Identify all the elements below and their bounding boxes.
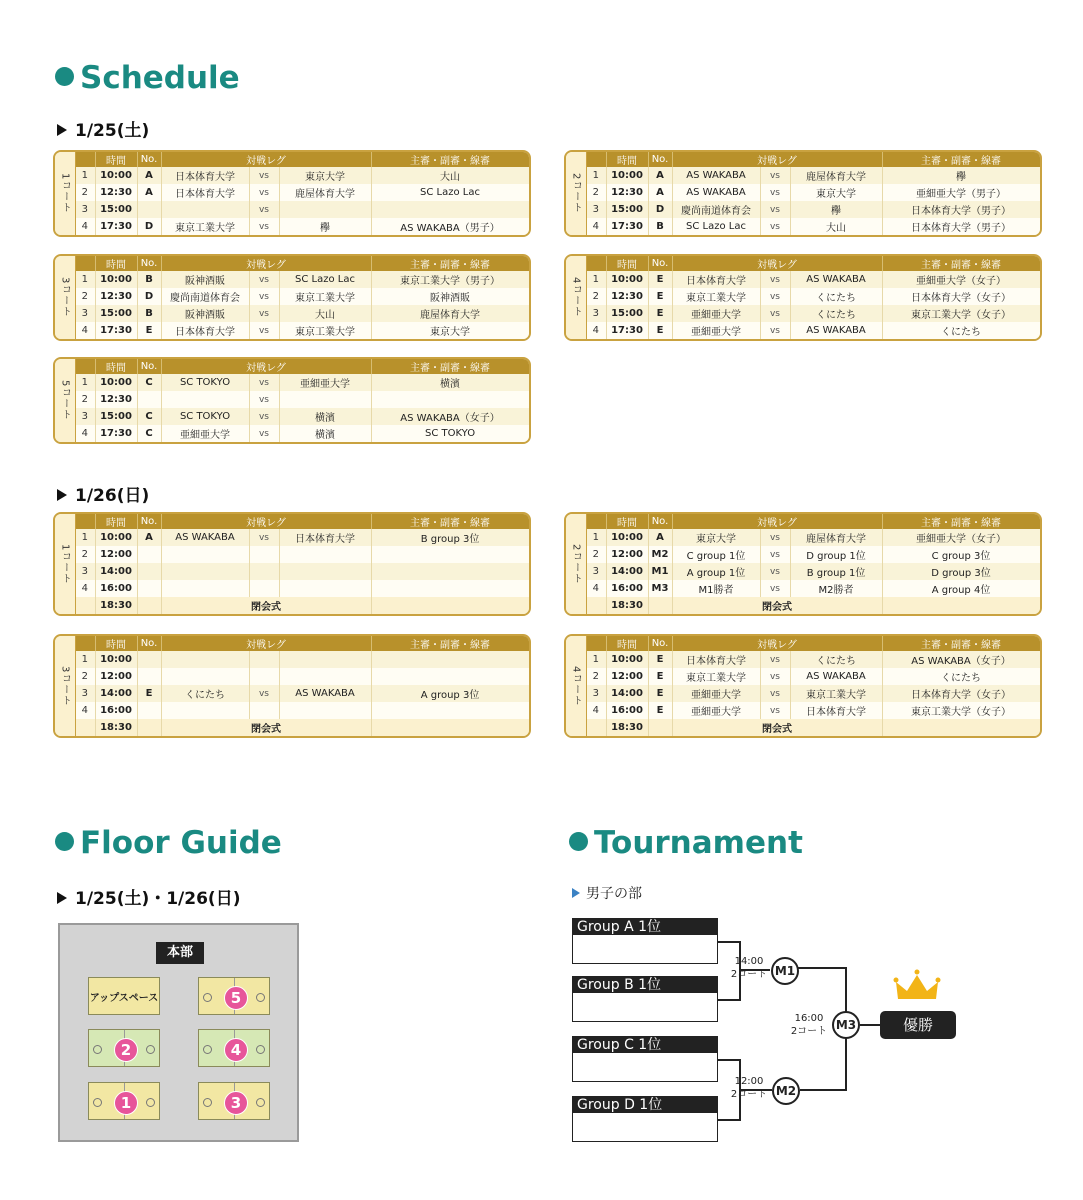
table-cell: vs bbox=[760, 322, 790, 339]
table-cell: 慶尚南道体育会 bbox=[672, 201, 760, 218]
match-m1: M1 bbox=[771, 957, 799, 985]
table-cell: 4 bbox=[75, 580, 95, 597]
court-number: 3 bbox=[224, 1091, 248, 1115]
table-cell: くにたち bbox=[790, 305, 882, 322]
table-cell: vs bbox=[249, 218, 279, 235]
table-cell: E bbox=[648, 702, 672, 719]
table-cell: B group 3位 bbox=[371, 529, 529, 546]
table-cell: A bbox=[648, 167, 672, 184]
table-cell: 日本体育大学（女子） bbox=[882, 685, 1040, 702]
ceremony-label: 閉会式 bbox=[672, 719, 882, 736]
table-cell: C bbox=[137, 425, 161, 442]
table-cell: AS WAKABA bbox=[161, 529, 249, 546]
table-cell: E bbox=[648, 651, 672, 668]
table-cell: 2 bbox=[75, 391, 95, 408]
table-cell: vs bbox=[760, 651, 790, 668]
table-cell: AS WAKABA bbox=[790, 322, 882, 339]
table-cell: 12:00 bbox=[606, 668, 648, 685]
entry-label: Group A 1位 bbox=[573, 919, 717, 935]
table-cell: 15:00 bbox=[606, 305, 648, 322]
table-cell: 3 bbox=[75, 408, 95, 425]
table-cell: 12:30 bbox=[95, 184, 137, 201]
table-cell: 14:00 bbox=[606, 685, 648, 702]
table-cell: vs bbox=[760, 184, 790, 201]
table-cell: B bbox=[137, 305, 161, 322]
table-cell: 3 bbox=[75, 201, 95, 218]
table-cell: 東京工業大学 bbox=[790, 685, 882, 702]
table-cell: A bbox=[648, 184, 672, 201]
table-cell: 日本体育大学 bbox=[161, 167, 249, 184]
table-cell: vs bbox=[760, 271, 790, 288]
match-m3-info bbox=[788, 1012, 830, 1038]
table-cell: 4 bbox=[75, 702, 95, 719]
match-time: 16:00 bbox=[794, 1013, 824, 1024]
table-cell: 欅 bbox=[790, 201, 882, 218]
entry-label: Group B 1位 bbox=[573, 977, 717, 993]
table-cell: 日本体育大学 bbox=[161, 184, 249, 201]
floor-day-heading: 1/25(土)・1/26(日) bbox=[57, 884, 240, 909]
table-cell: 阪神酒販 bbox=[371, 288, 529, 305]
column-header: No. bbox=[648, 514, 672, 529]
tournament-title: Tournament bbox=[569, 825, 803, 861]
champion-label: 優勝 bbox=[880, 1011, 956, 1039]
table-cell: B group 1位 bbox=[790, 563, 882, 580]
table-cell: 日本体育大学 bbox=[279, 529, 371, 546]
table-cell: 12:30 bbox=[95, 288, 137, 305]
table-cell: 2 bbox=[75, 546, 95, 563]
column-header: No. bbox=[137, 152, 161, 167]
table-cell: D group 3位 bbox=[882, 563, 1040, 580]
table-cell: vs bbox=[760, 288, 790, 305]
table-cell: E bbox=[648, 668, 672, 685]
table-cell: 17:30 bbox=[95, 218, 137, 235]
table-cell: 大山 bbox=[279, 305, 371, 322]
table-cell: 3 bbox=[586, 305, 606, 322]
table-cell: 4 bbox=[586, 702, 606, 719]
table-cell: 亜細亜大学 bbox=[279, 374, 371, 391]
table-cell: 東京工業大学（男子） bbox=[371, 271, 529, 288]
table-cell: 12:00 bbox=[95, 546, 137, 563]
table-cell: 横濱 bbox=[279, 408, 371, 425]
column-header: 主審・副審・線審 bbox=[371, 359, 529, 374]
column-header: No. bbox=[137, 359, 161, 374]
ceremony-label: 閉会式 bbox=[161, 719, 371, 736]
entry-label: Group C 1位 bbox=[573, 1037, 717, 1053]
table-cell: 欅 bbox=[882, 167, 1040, 184]
table-cell: 4 bbox=[586, 218, 606, 235]
table-cell: vs bbox=[760, 668, 790, 685]
table-cell: 3 bbox=[75, 563, 95, 580]
column-header: No. bbox=[648, 636, 672, 651]
table-cell: 1 bbox=[75, 651, 95, 668]
table-cell: 3 bbox=[75, 685, 95, 702]
column-header: 時間 bbox=[606, 256, 648, 271]
table-cell: 2 bbox=[586, 668, 606, 685]
ceremony-label: 閉会式 bbox=[161, 597, 371, 614]
table-cell: 1 bbox=[75, 271, 95, 288]
table-cell: C bbox=[137, 374, 161, 391]
hq-label: 本部 bbox=[156, 942, 204, 964]
table-cell: A bbox=[648, 529, 672, 546]
table-cell: 東京工業大学 bbox=[672, 668, 760, 685]
table-cell: 14:00 bbox=[606, 563, 648, 580]
table-cell: M1 bbox=[648, 563, 672, 580]
table-cell: 2 bbox=[75, 184, 95, 201]
table-cell: 10:00 bbox=[606, 529, 648, 546]
match-time: 14:00 bbox=[734, 956, 764, 967]
table-cell: 東京大学 bbox=[279, 167, 371, 184]
table-cell: 4 bbox=[75, 322, 95, 339]
table-cell: 16:00 bbox=[95, 580, 137, 597]
table-cell: 亜細亜大学 bbox=[672, 305, 760, 322]
table-cell: 2 bbox=[75, 668, 95, 685]
table-cell: E bbox=[137, 322, 161, 339]
table-cell: vs bbox=[760, 201, 790, 218]
table-cell: 1 bbox=[75, 167, 95, 184]
floor-guide-title: Floor Guide bbox=[55, 825, 282, 861]
match-m1-info bbox=[728, 955, 770, 981]
court-name: 2コート bbox=[570, 543, 582, 585]
table-cell: A bbox=[137, 167, 161, 184]
table-cell: 1 bbox=[586, 529, 606, 546]
table-cell: 2 bbox=[586, 184, 606, 201]
match-m2-info bbox=[728, 1075, 770, 1101]
table-cell: C group 1位 bbox=[672, 546, 760, 563]
warmup-label: アップスペース bbox=[89, 993, 159, 1004]
table-cell: 15:00 bbox=[95, 305, 137, 322]
table-cell: 大山 bbox=[371, 167, 529, 184]
table-cell: SC Lazo Lac bbox=[279, 271, 371, 288]
table-cell: E bbox=[648, 288, 672, 305]
day1-heading: 1/25(土) bbox=[57, 116, 149, 141]
table-cell: 1 bbox=[586, 271, 606, 288]
table-cell: 17:30 bbox=[95, 425, 137, 442]
court-name: 3コート bbox=[59, 665, 71, 707]
table-cell: M1勝者 bbox=[672, 580, 760, 597]
column-header: 時間 bbox=[95, 152, 137, 167]
table-cell: AS WAKABA bbox=[790, 271, 882, 288]
table-cell: 12:30 bbox=[95, 391, 137, 408]
court-name: 4コート bbox=[570, 277, 582, 318]
column-header: 主審・副審・線審 bbox=[371, 256, 529, 271]
column-header: 時間 bbox=[95, 256, 137, 271]
table-cell: 日本体育大学（男子） bbox=[882, 218, 1040, 235]
table-cell: vs bbox=[249, 271, 279, 288]
table-cell: 10:00 bbox=[606, 271, 648, 288]
table-cell: E bbox=[648, 271, 672, 288]
table-cell: 鹿屋体育大学 bbox=[790, 167, 882, 184]
table-cell: SC TOKYO bbox=[161, 374, 249, 391]
entry-label: Group D 1位 bbox=[573, 1097, 717, 1113]
table-cell: 横濱 bbox=[371, 374, 529, 391]
table-cell: 3 bbox=[586, 563, 606, 580]
table-cell: 日本体育大学（男子） bbox=[882, 201, 1040, 218]
table-cell: vs bbox=[249, 167, 279, 184]
column-header: 時間 bbox=[95, 636, 137, 651]
table-cell: 16:00 bbox=[606, 702, 648, 719]
column-header: 時間 bbox=[95, 514, 137, 529]
crown-icon bbox=[894, 970, 941, 1000]
table-cell: 12:30 bbox=[606, 288, 648, 305]
match-court: 2コート bbox=[790, 1026, 828, 1037]
table-cell: 亜細亜大学（男子） bbox=[882, 184, 1040, 201]
table-cell: 東京大学 bbox=[672, 529, 760, 546]
table-cell: vs bbox=[760, 702, 790, 719]
table-cell: vs bbox=[249, 288, 279, 305]
table-cell: AS WAKABA（男子） bbox=[371, 218, 529, 235]
table-cell: E bbox=[648, 305, 672, 322]
table-cell: 東京工業大学（女子） bbox=[882, 305, 1040, 322]
column-header: 主審・副審・線審 bbox=[371, 514, 529, 529]
table-cell: vs bbox=[760, 563, 790, 580]
table-cell: vs bbox=[249, 322, 279, 339]
column-header: 主審・副審・線審 bbox=[882, 256, 1040, 271]
table-cell: 東京工業大学 bbox=[279, 322, 371, 339]
table-cell: 東京工業大学 bbox=[161, 218, 249, 235]
table-cell: 亜細亜大学 bbox=[672, 322, 760, 339]
table-cell: 10:00 bbox=[95, 374, 137, 391]
table-cell: AS WAKABA bbox=[790, 668, 882, 685]
table-cell: vs bbox=[760, 546, 790, 563]
table-cell: vs bbox=[249, 374, 279, 391]
table-cell: 鹿屋体育大学 bbox=[371, 305, 529, 322]
column-header: 対戦レグ bbox=[161, 514, 371, 529]
table-cell: 17:30 bbox=[606, 218, 648, 235]
table-cell: 日本体育大学 bbox=[161, 322, 249, 339]
column-header: 主審・副審・線審 bbox=[882, 514, 1040, 529]
table-cell: 日本体育大学 bbox=[790, 702, 882, 719]
table-cell: vs bbox=[249, 529, 279, 546]
table-cell: 1 bbox=[75, 529, 95, 546]
table-cell: 12:00 bbox=[95, 668, 137, 685]
column-header: 対戦レグ bbox=[161, 256, 371, 271]
table-cell: 慶尚南道体育会 bbox=[161, 288, 249, 305]
table-cell: vs bbox=[760, 218, 790, 235]
table-cell: くにたち bbox=[161, 685, 249, 702]
table-cell: 12:30 bbox=[606, 184, 648, 201]
ceremony-label: 閉会式 bbox=[672, 597, 882, 614]
column-header: 主審・副審・線審 bbox=[882, 152, 1040, 167]
table-cell: 10:00 bbox=[95, 651, 137, 668]
ceremony-time: 18:30 bbox=[95, 597, 137, 614]
schedule-title: Schedule bbox=[55, 60, 240, 96]
table-cell: 亜細亜大学 bbox=[161, 425, 249, 442]
table-cell: 15:00 bbox=[606, 201, 648, 218]
column-header: No. bbox=[648, 152, 672, 167]
column-header: 対戦レグ bbox=[161, 636, 371, 651]
column-header: 対戦レグ bbox=[161, 152, 371, 167]
court-number: 1 bbox=[114, 1091, 138, 1115]
table-cell: vs bbox=[249, 685, 279, 702]
table-cell: D bbox=[137, 288, 161, 305]
table-cell: 17:30 bbox=[95, 322, 137, 339]
table-cell: 鹿屋体育大学 bbox=[790, 529, 882, 546]
column-header: 時間 bbox=[606, 152, 648, 167]
court-name: 1コート bbox=[59, 173, 71, 214]
table-cell: A bbox=[137, 184, 161, 201]
table-cell: E bbox=[648, 685, 672, 702]
table-cell: vs bbox=[249, 408, 279, 425]
day2-heading: 1/26(日) bbox=[57, 481, 149, 506]
table-cell: D bbox=[648, 201, 672, 218]
table-cell: 1 bbox=[75, 374, 95, 391]
table-cell: 2 bbox=[75, 288, 95, 305]
table-cell: E bbox=[137, 685, 161, 702]
column-header: 対戦レグ bbox=[672, 256, 882, 271]
column-header: 対戦レグ bbox=[672, 636, 882, 651]
table-cell: M2 bbox=[648, 546, 672, 563]
table-cell: 亜細亜大学 bbox=[672, 702, 760, 719]
table-cell: vs bbox=[760, 580, 790, 597]
table-cell: 4 bbox=[586, 580, 606, 597]
table-cell: 16:00 bbox=[606, 580, 648, 597]
table-cell: vs bbox=[760, 305, 790, 322]
table-cell: 1 bbox=[586, 167, 606, 184]
table-cell: vs bbox=[249, 305, 279, 322]
column-header: 時間 bbox=[606, 514, 648, 529]
table-cell: 15:00 bbox=[95, 201, 137, 218]
table-cell: 鹿屋体育大学 bbox=[279, 184, 371, 201]
table-cell: 大山 bbox=[790, 218, 882, 235]
court-name: 1コート bbox=[59, 543, 71, 585]
table-cell: 阪神酒販 bbox=[161, 305, 249, 322]
table-cell: くにたち bbox=[790, 288, 882, 305]
column-header: 主審・副審・線審 bbox=[371, 636, 529, 651]
column-header: 主審・副審・線審 bbox=[882, 636, 1040, 651]
table-cell: SC Lazo Lac bbox=[371, 184, 529, 201]
table-cell: 10:00 bbox=[606, 651, 648, 668]
table-cell: 4 bbox=[75, 218, 95, 235]
table-cell: 1 bbox=[586, 651, 606, 668]
court-name: 3コート bbox=[59, 277, 71, 318]
ceremony-time: 18:30 bbox=[606, 719, 648, 736]
table-cell: 14:00 bbox=[95, 685, 137, 702]
table-cell: 2 bbox=[586, 546, 606, 563]
table-cell: C bbox=[137, 408, 161, 425]
table-cell: 亜細亜大学 bbox=[672, 685, 760, 702]
column-header: 主審・副審・線審 bbox=[371, 152, 529, 167]
table-cell: 4 bbox=[586, 322, 606, 339]
match-court: 2コート bbox=[730, 1089, 768, 1100]
table-cell: 亜細亜大学（女子） bbox=[882, 271, 1040, 288]
table-cell: A bbox=[137, 529, 161, 546]
table-cell: D bbox=[137, 218, 161, 235]
table-cell: A group 1位 bbox=[672, 563, 760, 580]
table-cell: B bbox=[648, 218, 672, 235]
table-cell: SC TOKYO bbox=[371, 425, 529, 442]
table-cell: vs bbox=[760, 685, 790, 702]
match-m3: M3 bbox=[832, 1011, 860, 1039]
column-header: No. bbox=[648, 256, 672, 271]
column-header: 対戦レグ bbox=[672, 152, 882, 167]
table-cell: vs bbox=[249, 201, 279, 218]
table-cell: 欅 bbox=[279, 218, 371, 235]
table-cell: 10:00 bbox=[606, 167, 648, 184]
column-header: 対戦レグ bbox=[672, 514, 882, 529]
table-cell: 東京大学 bbox=[790, 184, 882, 201]
table-cell: C group 3位 bbox=[882, 546, 1040, 563]
table-cell: 16:00 bbox=[95, 702, 137, 719]
table-cell: M3 bbox=[648, 580, 672, 597]
table-cell: vs bbox=[760, 529, 790, 546]
table-cell: SC Lazo Lac bbox=[672, 218, 760, 235]
table-cell: AS WAKABA（女子） bbox=[882, 651, 1040, 668]
table-cell: AS WAKABA（女子） bbox=[371, 408, 529, 425]
match-court: 2コート bbox=[730, 969, 768, 980]
table-cell: 15:00 bbox=[95, 408, 137, 425]
division-label: 男子の部 bbox=[572, 883, 642, 903]
table-cell: 4 bbox=[75, 425, 95, 442]
court-name: 2コート bbox=[570, 173, 582, 214]
table-cell: 東京大学 bbox=[371, 322, 529, 339]
table-cell: 17:30 bbox=[606, 322, 648, 339]
table-cell: A group 3位 bbox=[371, 685, 529, 702]
table-cell: くにたち bbox=[882, 668, 1040, 685]
table-cell: 2 bbox=[586, 288, 606, 305]
column-header: No. bbox=[137, 514, 161, 529]
court-number: 2 bbox=[114, 1038, 138, 1062]
table-cell: AS WAKABA bbox=[279, 685, 371, 702]
column-header: No. bbox=[137, 256, 161, 271]
ceremony-time: 18:30 bbox=[606, 597, 648, 614]
table-cell: 亜細亜大学（女子） bbox=[882, 529, 1040, 546]
table-cell: vs bbox=[760, 167, 790, 184]
table-cell: SC TOKYO bbox=[161, 408, 249, 425]
column-header: 時間 bbox=[95, 359, 137, 374]
table-cell: 東京工業大学 bbox=[279, 288, 371, 305]
table-cell: 10:00 bbox=[95, 167, 137, 184]
column-header: 時間 bbox=[606, 636, 648, 651]
table-cell: A group 4位 bbox=[882, 580, 1040, 597]
table-cell: D group 1位 bbox=[790, 546, 882, 563]
table-cell: AS WAKABA bbox=[672, 167, 760, 184]
table-cell: vs bbox=[249, 425, 279, 442]
table-cell: vs bbox=[249, 184, 279, 201]
table-cell: 14:00 bbox=[95, 563, 137, 580]
court-name: 5コート bbox=[59, 380, 71, 421]
column-header: 対戦レグ bbox=[161, 359, 371, 374]
match-m2: M2 bbox=[772, 1077, 800, 1105]
court-number: 5 bbox=[224, 986, 248, 1010]
table-cell: くにたち bbox=[790, 651, 882, 668]
ceremony-time: 18:30 bbox=[95, 719, 137, 736]
court-name: 4コート bbox=[570, 665, 582, 707]
table-cell: 東京工業大学（女子） bbox=[882, 702, 1040, 719]
table-cell: 10:00 bbox=[95, 271, 137, 288]
table-cell: 10:00 bbox=[95, 529, 137, 546]
table-cell: B bbox=[137, 271, 161, 288]
table-cell: 東京工業大学 bbox=[672, 288, 760, 305]
table-cell: 横濱 bbox=[279, 425, 371, 442]
table-cell: AS WAKABA bbox=[672, 184, 760, 201]
table-cell: 12:00 bbox=[606, 546, 648, 563]
table-cell: E bbox=[648, 322, 672, 339]
table-cell: 3 bbox=[586, 685, 606, 702]
table-cell: 日本体育大学（女子） bbox=[882, 288, 1040, 305]
table-cell: くにたち bbox=[882, 322, 1040, 339]
table-cell: vs bbox=[249, 391, 279, 408]
table-cell: 日本体育大学 bbox=[672, 651, 760, 668]
table-cell: 3 bbox=[586, 201, 606, 218]
column-header: No. bbox=[137, 636, 161, 651]
table-cell: 阪神酒販 bbox=[161, 271, 249, 288]
court-number: 4 bbox=[224, 1038, 248, 1062]
match-time: 12:00 bbox=[734, 1076, 764, 1087]
table-cell: 3 bbox=[75, 305, 95, 322]
table-cell: 日本体育大学 bbox=[672, 271, 760, 288]
table-cell: M2勝者 bbox=[790, 580, 882, 597]
